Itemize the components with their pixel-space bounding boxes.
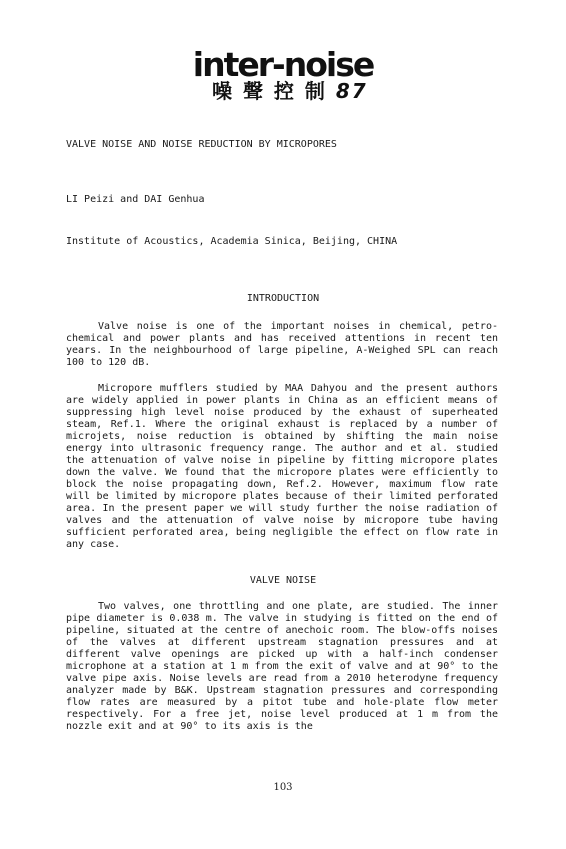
paper-affiliation: Institute of Acoustics, Academia Sinica, Beijing, CHINA — [66, 236, 398, 247]
logo-year: 87 — [335, 79, 368, 103]
intro-paragraph-2-text: Micropore mufflers studied by MAA Dahyou and the present authors are widely applied in power plants in China as an efficient means of suppressing high level noise produced by the exhaust of superheated steam, Ref.1. Where the original exhaust is replaced by a number of microjets, noise reduction is obtained by shifting the main noise energy into ultrasonic frequency range. The author and et al. studied the attenuation of valve noise in pipeline by fitting micropore plates down the valve. We found that the micropore plates were efficiently to block the noise propagating down, Ref.2. However, maximum flow rate will be limited by micropore plates because of their limited perforated area. In the present paper we will study further the noise radiation of valves and the attenuation of valve noise by micropore tube having sufficient perforated area, being negligible the effect on flow rate in any case. — [66, 383, 498, 550]
valve-paragraph-1-text: Two valves, one throttling and one plate, are studied. The inner pipe diameter is 0.038 m. The valve in studying is fitted on the end of pipeline, situated at the centre of anechoic room. The blow-offs noises of the valves at different upstream stagnation pressures and at different valve openings are picked up with a half-inch condenser microphone at a station at 1 m from the exit of valve and at 90° to the valve pipe axis. Noise levels are read from a 2010 heterodyne frequency analyzer made by B&K. Upstream stagnation pressures and corresponding flow rates are measured by a pitot tube and hole-plate flow meter respectively. For a free jet, noise level produced at 1 m from the nozzle exit and at 90° to its axis is the — [66, 601, 498, 732]
paper-authors: LI Peizi and DAI Genhua — [66, 194, 205, 205]
intro-paragraph-1-text: Valve noise is one of the important noises in chemical, petro-chemical and power plants and has received attentions in recent ten years. In the neighbourhood of large pipeline, A-Weighed SPL can reach 100 to 120 dB. — [66, 321, 498, 368]
logo-subtitle — [212, 80, 368, 102]
conference-logo — [0, 45, 566, 84]
logo-chinese: 噪 聲 控 制 — [212, 79, 327, 103]
valve-paragraph-1 — [66, 601, 498, 733]
page-number: 103 — [273, 782, 293, 793]
section-heading-introduction: INTRODUCTION — [246, 293, 320, 304]
logo-text: inter-noise — [192, 45, 374, 84]
intro-paragraph-2 — [66, 383, 498, 551]
section-heading-valve-noise: VALVE NOISE — [249, 575, 317, 586]
paper-title: VALVE NOISE AND NOISE REDUCTION BY MICROPORES — [66, 139, 337, 150]
intro-paragraph-1 — [66, 321, 498, 369]
